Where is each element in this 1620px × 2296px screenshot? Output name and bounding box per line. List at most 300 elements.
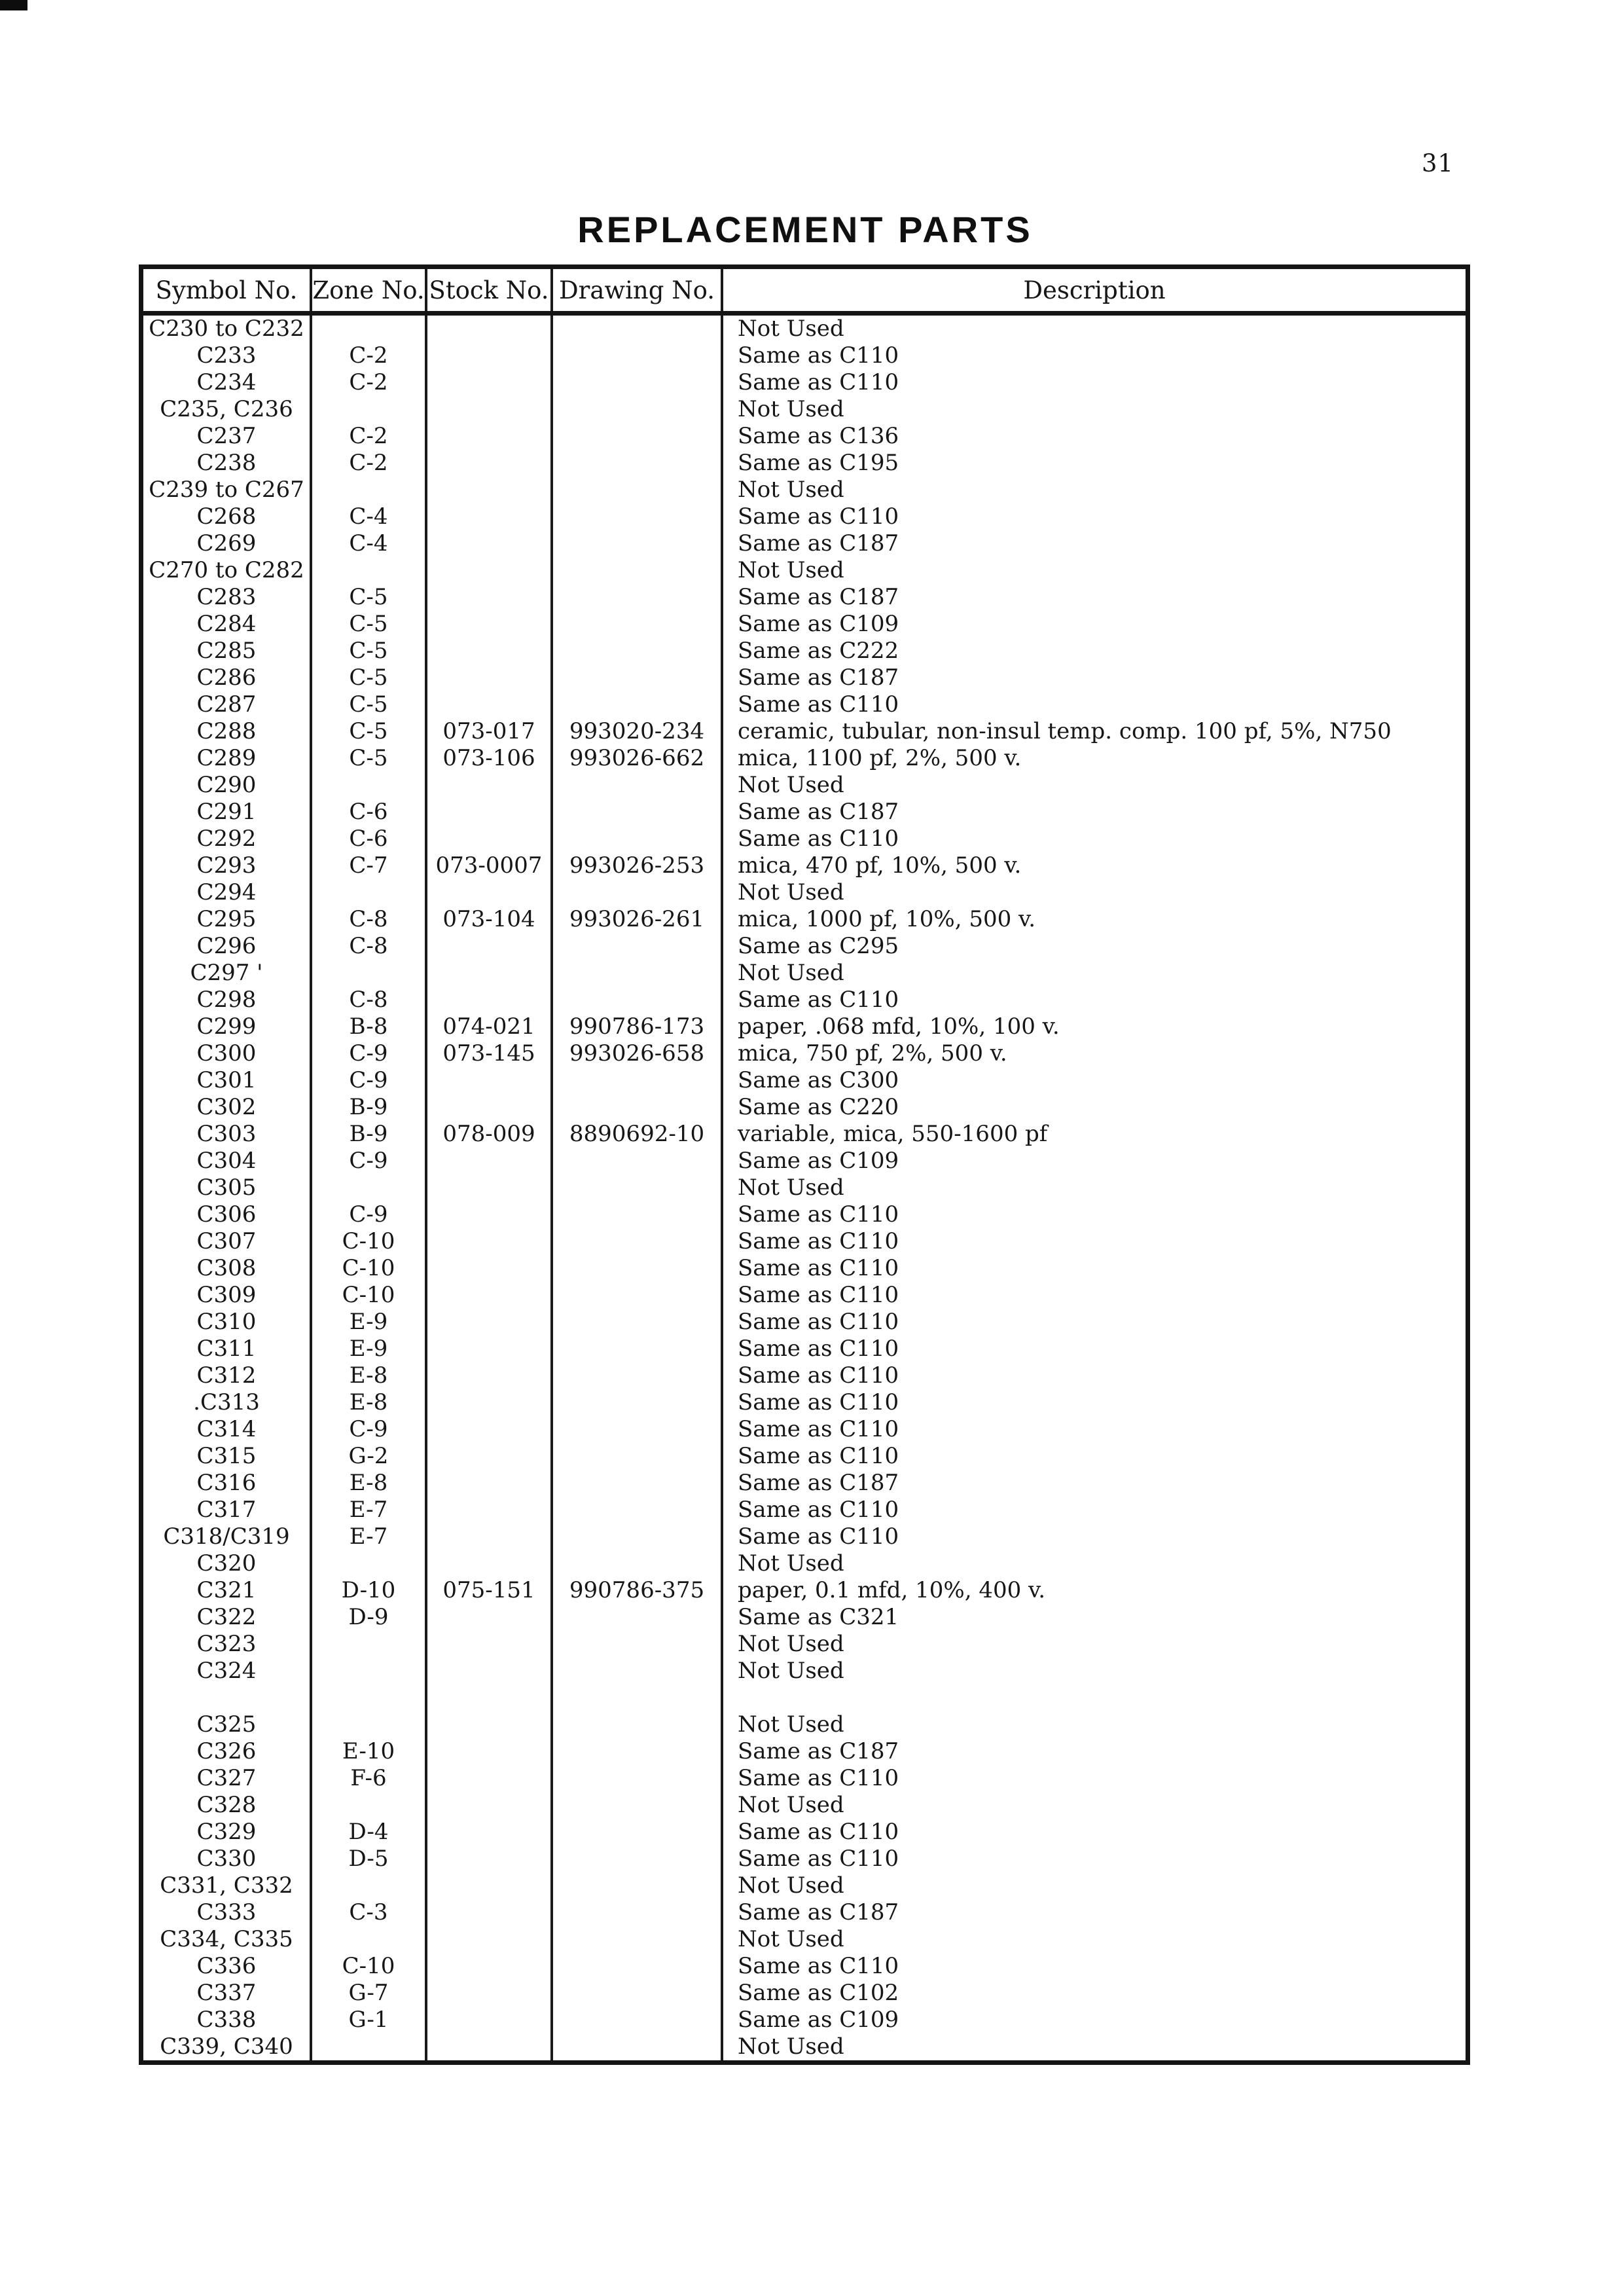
cell-drawing: 990786-173 [553, 1013, 723, 1040]
cell-symbol: C301 [143, 1067, 312, 1094]
cell-stock [427, 1765, 553, 1792]
cell-zone: C-5 [312, 718, 427, 745]
cell-description: Same as C220 [738, 1094, 899, 1120]
table-row [143, 611, 1466, 638]
cell-drawing [553, 1685, 723, 1711]
cell-drawing [553, 1872, 723, 1899]
table-row [143, 1899, 1466, 1926]
cell-stock [427, 1201, 553, 1228]
cell-description: Same as C110 [738, 1389, 899, 1415]
table-row [143, 691, 1466, 718]
table-row [143, 450, 1466, 477]
cell-description: Same as C187 [738, 1470, 899, 1496]
cell-description: Same as C136 [738, 423, 899, 449]
cell-zone: G-7 [312, 1980, 427, 2007]
cell-stock [427, 1362, 553, 1389]
cell-symbol: C295 [143, 906, 312, 933]
cell-zone: C-8 [312, 987, 427, 1013]
cell-symbol: C337 [143, 1980, 312, 2007]
cell-stock [427, 638, 553, 665]
cell-drawing [553, 638, 723, 665]
cell-zone [312, 396, 427, 423]
cell-stock [427, 1711, 553, 1738]
cell-stock [427, 369, 553, 396]
cell-stock [427, 1523, 553, 1550]
cell-description: Same as C110 [738, 987, 899, 1013]
cell-zone: E-9 [312, 1309, 427, 1336]
cell-description: ceramic, tubular, non-insul temp. comp. 100 pf, 5%, N750 [738, 718, 1392, 744]
cell-stock [427, 772, 553, 799]
cell-stock [427, 879, 553, 906]
cell-symbol: C304 [143, 1148, 312, 1175]
cell-stock [427, 1389, 553, 1416]
cell-description: Same as C295 [738, 933, 899, 959]
cell-stock [427, 1309, 553, 1336]
table-row [143, 1872, 1466, 1899]
cell-zone [312, 2033, 427, 2060]
page-title: REPLACEMENT PARTS [577, 209, 1033, 250]
cell-zone: C-7 [312, 852, 427, 879]
cell-zone: D-4 [312, 1819, 427, 1846]
table-row [143, 1685, 1466, 1711]
cell-description: Same as C110 [738, 1497, 899, 1523]
cell-symbol: C311 [143, 1336, 312, 1362]
cell-stock [427, 1443, 553, 1470]
table-row [143, 852, 1466, 879]
cell-zone: E-7 [312, 1523, 427, 1550]
cell-stock [427, 1980, 553, 2007]
cell-zone: C-2 [312, 423, 427, 450]
cell-drawing [553, 933, 723, 960]
table-row [143, 1040, 1466, 1067]
cell-zone [312, 1631, 427, 1658]
cell-description: paper, .068 mfd, 10%, 100 v. [738, 1013, 1060, 1040]
cell-stock [427, 1175, 553, 1201]
cell-symbol: C323 [143, 1631, 312, 1658]
cell-drawing: 993026-253 [553, 852, 723, 879]
cell-zone: C-5 [312, 638, 427, 665]
cell-stock [427, 477, 553, 503]
cell-drawing [553, 1980, 723, 2007]
cell-drawing [553, 1926, 723, 1953]
cell-description: Not Used [738, 2033, 844, 2060]
cell-symbol: C270 to C282 [143, 557, 312, 584]
table-row [143, 396, 1466, 423]
cell-description: Same as C110 [738, 1523, 899, 1550]
cell-description: Same as C110 [738, 1201, 899, 1228]
cell-drawing [553, 1738, 723, 1765]
cell-zone [312, 316, 427, 342]
table-row [143, 1926, 1466, 1953]
table-row [143, 1846, 1466, 1872]
cell-stock [427, 1228, 553, 1255]
cell-description: Same as C187 [738, 1899, 899, 1925]
cell-stock [427, 1094, 553, 1121]
cell-symbol: C322 [143, 1604, 312, 1631]
cell-stock [427, 503, 553, 530]
column-header-description: Description [1023, 276, 1166, 304]
table-row [143, 1711, 1466, 1738]
table-row [143, 2033, 1466, 2060]
cell-symbol: C291 [143, 799, 312, 826]
cell-description: mica, 750 pf, 2%, 500 v. [738, 1040, 1007, 1066]
cell-description: Same as C110 [738, 1336, 899, 1362]
cell-description: variable, mica, 550-1600 pf [738, 1121, 1048, 1147]
cell-description: Same as C110 [738, 369, 899, 395]
cell-symbol: C235, C236 [143, 396, 312, 423]
cell-description: Same as C110 [738, 1846, 899, 1872]
cell-description: Same as C110 [738, 1765, 899, 1791]
cell-stock [427, 1550, 553, 1577]
cell-stock [427, 316, 553, 342]
cell-description: Same as C187 [738, 799, 899, 825]
cell-description: mica, 1100 pf, 2%, 500 v. [738, 745, 1022, 771]
cell-stock [427, 611, 553, 638]
cell-zone: C-6 [312, 826, 427, 852]
cell-zone: C-5 [312, 665, 427, 691]
cell-zone: C-8 [312, 906, 427, 933]
table-row [143, 933, 1466, 960]
table-row [143, 1738, 1466, 1765]
cell-stock [427, 1738, 553, 1765]
cell-description: Same as C321 [738, 1604, 899, 1630]
cell-symbol: C269 [143, 530, 312, 557]
cell-description: Same as C110 [738, 691, 899, 718]
cell-zone: C-2 [312, 450, 427, 477]
column-header-drawing-no: Drawing No. [553, 269, 723, 311]
cell-symbol: C289 [143, 745, 312, 772]
cell-description: Same as C110 [738, 1416, 899, 1442]
cell-drawing [553, 1899, 723, 1926]
cell-symbol: C296 [143, 933, 312, 960]
cell-zone: C-10 [312, 1953, 427, 1980]
table-row [143, 477, 1466, 503]
cell-stock [427, 933, 553, 960]
cell-drawing [553, 1765, 723, 1792]
cell-drawing [553, 799, 723, 826]
column-header-stock-no: Stock No. [427, 269, 553, 311]
table-row [143, 987, 1466, 1013]
cell-drawing [553, 396, 723, 423]
table-row [143, 960, 1466, 987]
cell-drawing [553, 1175, 723, 1201]
cell-symbol: C303 [143, 1121, 312, 1148]
cell-symbol: C334, C335 [143, 1926, 312, 1953]
table-row [143, 665, 1466, 691]
table-row [143, 718, 1466, 745]
cell-description: Not Used [738, 1658, 844, 1684]
table-row [143, 1389, 1466, 1416]
cell-symbol: C333 [143, 1899, 312, 1926]
cell-zone: C-4 [312, 503, 427, 530]
table-row [143, 1792, 1466, 1819]
cell-description: Not Used [738, 396, 844, 422]
table-row [143, 1416, 1466, 1443]
cell-zone: C-3 [312, 1899, 427, 1926]
scan-artifact-mark [0, 0, 27, 10]
cell-symbol: C286 [143, 665, 312, 691]
table-row [143, 1953, 1466, 1980]
cell-drawing [553, 423, 723, 450]
cell-zone [312, 1175, 427, 1201]
cell-symbol: C317 [143, 1497, 312, 1523]
cell-stock [427, 1792, 553, 1819]
cell-drawing [553, 611, 723, 638]
cell-drawing [553, 1094, 723, 1121]
cell-description: Same as C110 [738, 1443, 899, 1469]
cell-symbol: C234 [143, 369, 312, 396]
cell-stock [427, 1631, 553, 1658]
cell-drawing [553, 1711, 723, 1738]
table-row [143, 1523, 1466, 1550]
cell-zone: E-7 [312, 1497, 427, 1523]
cell-description: Same as C109 [738, 611, 899, 637]
cell-symbol: C287 [143, 691, 312, 718]
cell-description: paper, 0.1 mfd, 10%, 400 v. [738, 1577, 1046, 1603]
cell-symbol: C293 [143, 852, 312, 879]
table-row [143, 1121, 1466, 1148]
cell-zone: C-10 [312, 1255, 427, 1282]
cell-drawing [553, 369, 723, 396]
cell-description: Same as C187 [738, 1738, 899, 1764]
cell-zone [312, 879, 427, 906]
cell-drawing [553, 665, 723, 691]
cell-stock: 073-106 [427, 745, 553, 772]
table-row [143, 772, 1466, 799]
cell-stock [427, 1819, 553, 1846]
cell-description: Same as C109 [738, 1148, 899, 1174]
cell-symbol: C320 [143, 1550, 312, 1577]
cell-stock: 074-021 [427, 1013, 553, 1040]
cell-drawing [553, 1228, 723, 1255]
cell-drawing [553, 530, 723, 557]
cell-symbol: C292 [143, 826, 312, 852]
cell-stock [427, 1067, 553, 1094]
table-row [143, 1148, 1466, 1175]
cell-drawing [553, 1846, 723, 1872]
cell-stock [427, 1953, 553, 1980]
cell-symbol: C327 [143, 1765, 312, 1792]
cell-symbol: C329 [143, 1819, 312, 1846]
cell-zone [312, 772, 427, 799]
cell-zone: C-9 [312, 1040, 427, 1067]
cell-zone [312, 557, 427, 584]
table-row [143, 1631, 1466, 1658]
table-row [143, 584, 1466, 611]
cell-stock: 078-009 [427, 1121, 553, 1148]
cell-drawing [553, 1282, 723, 1309]
cell-description: Same as C110 [738, 1228, 899, 1254]
cell-description: Same as C110 [738, 1282, 899, 1308]
cell-stock [427, 584, 553, 611]
cell-zone: C-6 [312, 799, 427, 826]
cell-zone [312, 1792, 427, 1819]
table-row [143, 1550, 1466, 1577]
cell-zone: C-10 [312, 1282, 427, 1309]
cell-description: Same as C187 [738, 665, 899, 691]
cell-description: Not Used [738, 1175, 844, 1201]
cell-stock: 073-0007 [427, 852, 553, 879]
cell-symbol: C298 [143, 987, 312, 1013]
cell-drawing [553, 987, 723, 1013]
table-row [143, 1443, 1466, 1470]
cell-stock: 073-104 [427, 906, 553, 933]
cell-stock [427, 1282, 553, 1309]
table-row [143, 342, 1466, 369]
cell-drawing [553, 1148, 723, 1175]
cell-drawing [553, 1497, 723, 1523]
cell-drawing [553, 2033, 723, 2060]
cell-symbol: C307 [143, 1228, 312, 1255]
table-row [143, 745, 1466, 772]
cell-symbol: C237 [143, 423, 312, 450]
cell-description: Not Used [738, 1550, 844, 1576]
cell-stock [427, 1604, 553, 1631]
cell-zone: G-2 [312, 1443, 427, 1470]
cell-zone: C-5 [312, 745, 427, 772]
cell-drawing: 990786-375 [553, 1577, 723, 1604]
cell-description: Same as C110 [738, 826, 899, 852]
cell-stock [427, 1872, 553, 1899]
cell-symbol: C305 [143, 1175, 312, 1201]
cell-symbol: C325 [143, 1711, 312, 1738]
cell-symbol: C268 [143, 503, 312, 530]
cell-symbol: C297 ' [143, 960, 312, 987]
cell-stock [427, 826, 553, 852]
cell-description: Same as C300 [738, 1067, 899, 1093]
cell-zone: C-2 [312, 342, 427, 369]
cell-symbol: C338 [143, 2007, 312, 2033]
cell-symbol: C309 [143, 1282, 312, 1309]
cell-stock [427, 1336, 553, 1362]
cell-drawing [553, 1416, 723, 1443]
cell-zone: C-9 [312, 1416, 427, 1443]
table-row [143, 530, 1466, 557]
cell-symbol: C315 [143, 1443, 312, 1470]
cell-stock: 075-151 [427, 1577, 553, 1604]
table-row [143, 1228, 1466, 1255]
cell-zone [312, 477, 427, 503]
table-row [143, 1604, 1466, 1631]
cell-symbol: C239 to C267 [143, 477, 312, 503]
cell-stock [427, 2033, 553, 2060]
cell-description: Same as C110 [738, 1953, 899, 1979]
cell-description: Same as C109 [738, 2007, 899, 2033]
cell-drawing [553, 1523, 723, 1550]
cell-stock [427, 342, 553, 369]
table-row [143, 2007, 1466, 2033]
cell-zone [312, 1685, 427, 1711]
cell-symbol: C316 [143, 1470, 312, 1497]
cell-symbol: C318/C319 [143, 1523, 312, 1550]
table-row [143, 369, 1466, 396]
table-row [143, 1067, 1466, 1094]
table-row [143, 423, 1466, 450]
cell-zone: G-1 [312, 2007, 427, 2033]
cell-stock [427, 987, 553, 1013]
cell-description: Same as C110 [738, 1255, 899, 1281]
cell-drawing [553, 1604, 723, 1631]
cell-description: Not Used [738, 557, 844, 583]
cell-drawing [553, 2007, 723, 2033]
cell-symbol: C330 [143, 1846, 312, 1872]
cell-symbol: C233 [143, 342, 312, 369]
cell-drawing: 993026-658 [553, 1040, 723, 1067]
cell-description: Not Used [738, 1872, 844, 1899]
page-number: 31 [1422, 149, 1454, 177]
cell-symbol: C324 [143, 1658, 312, 1685]
cell-drawing [553, 1550, 723, 1577]
cell-drawing [553, 1953, 723, 1980]
cell-symbol: C230 to C232 [143, 316, 312, 342]
cell-drawing [553, 584, 723, 611]
cell-drawing: 993026-261 [553, 906, 723, 933]
cell-description: Same as C110 [738, 1362, 899, 1389]
cell-drawing [553, 342, 723, 369]
cell-zone: C-4 [312, 530, 427, 557]
cell-stock [427, 1255, 553, 1282]
cell-drawing [553, 772, 723, 799]
cell-stock [427, 423, 553, 450]
cell-stock [427, 799, 553, 826]
cell-drawing [553, 557, 723, 584]
cell-zone: E-10 [312, 1738, 427, 1765]
table-body [143, 316, 1466, 2060]
cell-stock: 073-145 [427, 1040, 553, 1067]
cell-symbol: C284 [143, 611, 312, 638]
cell-description: Not Used [738, 1711, 844, 1738]
cell-zone: D-9 [312, 1604, 427, 1631]
cell-symbol: C308 [143, 1255, 312, 1282]
cell-stock [427, 396, 553, 423]
cell-zone: D-10 [312, 1577, 427, 1604]
cell-symbol: C285 [143, 638, 312, 665]
cell-description: Not Used [738, 772, 844, 798]
cell-symbol: C238 [143, 450, 312, 477]
cell-zone: E-8 [312, 1362, 427, 1389]
cell-drawing [553, 450, 723, 477]
table-row [143, 1013, 1466, 1040]
cell-drawing [553, 1658, 723, 1685]
cell-drawing [553, 1309, 723, 1336]
table-header-row [143, 269, 1466, 316]
table-row [143, 1336, 1466, 1362]
cell-zone: B-9 [312, 1094, 427, 1121]
cell-stock [427, 1470, 553, 1497]
cell-symbol: C314 [143, 1416, 312, 1443]
table-row [143, 1282, 1466, 1309]
cell-description: Not Used [738, 879, 844, 905]
cell-zone: F-6 [312, 1765, 427, 1792]
cell-drawing: 993026-662 [553, 745, 723, 772]
cell-drawing [553, 1067, 723, 1094]
table-row [143, 1309, 1466, 1336]
cell-stock [427, 1658, 553, 1685]
cell-symbol: C302 [143, 1094, 312, 1121]
cell-stock [427, 1497, 553, 1523]
cell-zone: E-9 [312, 1336, 427, 1362]
cell-stock [427, 1685, 553, 1711]
table-row [143, 1175, 1466, 1201]
cell-zone [312, 1872, 427, 1899]
cell-description: mica, 1000 pf, 10%, 500 v. [738, 906, 1035, 932]
cell-drawing: 993020-234 [553, 718, 723, 745]
cell-zone: C-10 [312, 1228, 427, 1255]
table-row [143, 638, 1466, 665]
cell-symbol: C283 [143, 584, 312, 611]
cell-description: Same as C222 [738, 638, 899, 664]
cell-zone: E-8 [312, 1389, 427, 1416]
